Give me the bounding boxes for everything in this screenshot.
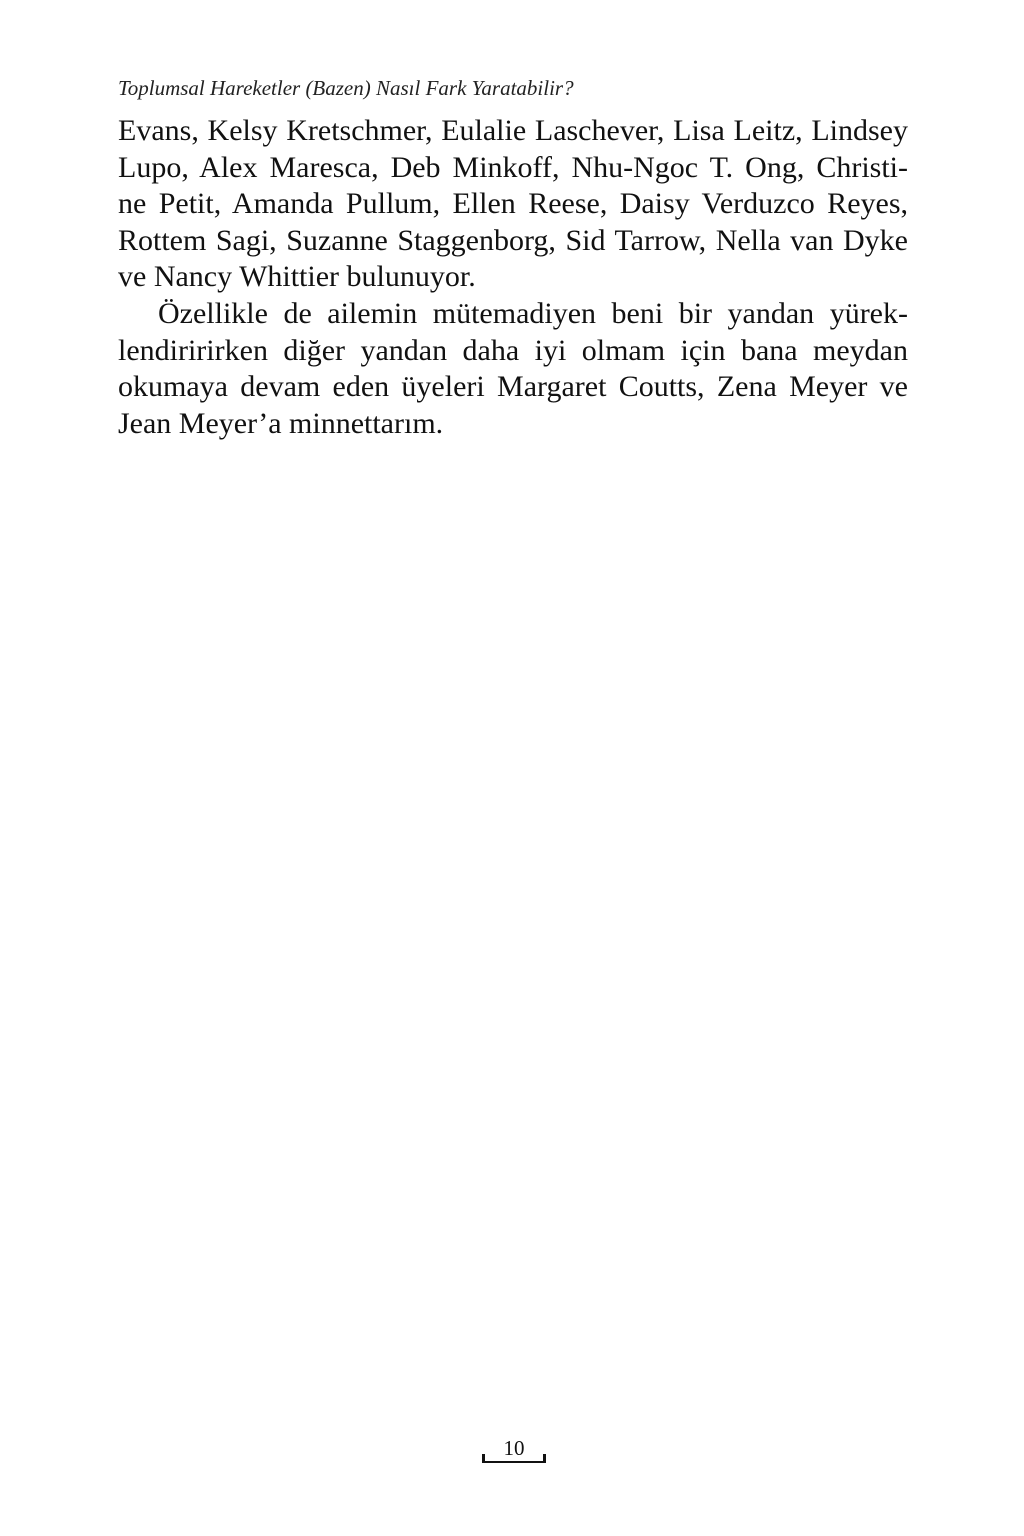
body-text xyxy=(118,113,908,442)
folio-tick-right xyxy=(543,1454,546,1463)
folio-rule xyxy=(482,1461,546,1463)
folio-tick-left xyxy=(482,1454,485,1463)
text-line: ve Nancy Whittier bulunuyor. xyxy=(118,260,476,294)
text-line: Evans, Kelsy Kretschmer, Eulalie Laschever, Lisa Leitz, Lindsey xyxy=(118,114,908,147)
text-line: Rottem Sagi, Suzanne Staggenborg, Sid Tarrow, Nella van Dyke xyxy=(118,223,908,257)
text-line: Özellikle de ailemin mütemadiyen beni bir yandan yürek- xyxy=(158,296,908,330)
text-line: Lupo, Alex Maresca, Deb Minkoff, Nhu-Ngoc T. Ong, Christi- xyxy=(118,150,908,184)
paragraph-acknowledgement-names xyxy=(118,113,908,296)
paragraph-family-thanks xyxy=(118,296,908,442)
text-line: okumaya devam eden üyeleri Margaret Coutts, Zena Meyer ve xyxy=(118,370,908,404)
text-line: lendiririrken diğer yandan daha iyi olmam için bana meydan xyxy=(118,333,908,367)
running-head: Toplumsal Hareketler (Bazen) Nasıl Fark Yaratabilir? xyxy=(118,76,574,100)
page-number-folio xyxy=(482,1436,546,1466)
text-line: Jean Meyer’a minnettarım. xyxy=(118,406,444,440)
page-number: 10 xyxy=(503,1436,525,1460)
text-line: ne Petit, Amanda Pullum, Ellen Reese, Daisy Verduzco Reyes, xyxy=(118,187,908,221)
